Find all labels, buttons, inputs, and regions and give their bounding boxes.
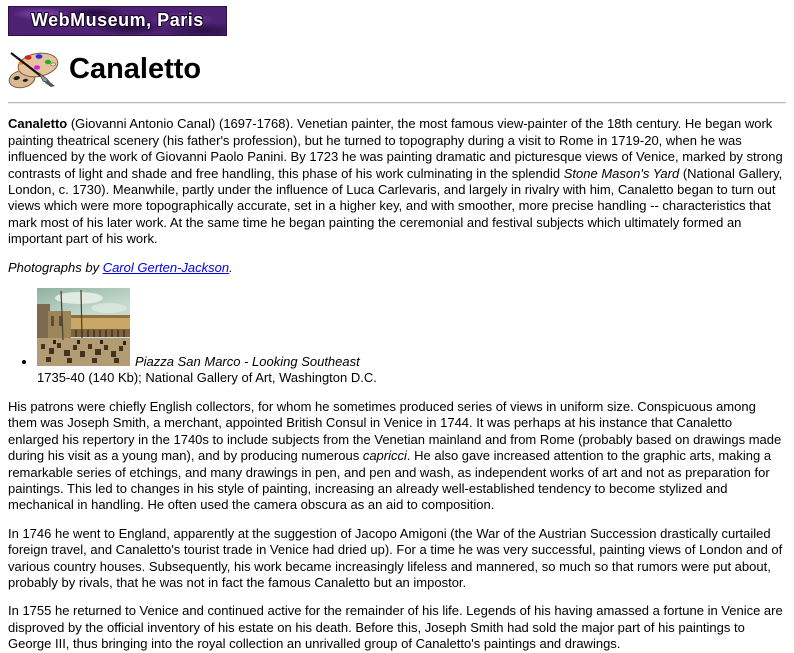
bio-paragraph-1: Canaletto (Giovanni Antonio Canal) (1697-1768). Venetian painter, the most famous view-painter of the 18th century. He began work painting theatrical scenery (his father's profession), but he turned to topography during a visit to Rome in 1719-20, when he was influenced by the work of Giovanni Paolo Panini. By 1723 he was painting dramatic and picturesque views of Venice, marked by strong contrasts of light and shade and free handling, this phase of his work culminating in the splendid Stone Mason's Yard (National Gallery, London, c. 1730). Meanwhile, partly under the influence of Luca Carlevaris, and largely in rivalry with him, Canaletto began to turn out views which were more topographically accurate, set in a higher key, and with smoother, more precise handling -- characteristics that mark most of his later work. At the same time he began painting the ceremonial and festival subjects which ultimately formed an important part of his work.	[8, 116, 783, 247]
banner-title: WebMuseum, Paris	[31, 10, 204, 30]
artwork-item	[37, 288, 786, 387]
page-header	[8, 50, 786, 90]
bio-paragraph-2: His patrons were chiefly English collectors, for whom he sometimes produced series of views in uniform size. Conspicuous among them was Joseph Smith, a merchant, appointed British Consul in Venice in 1744. It was perhaps at his instance that Canaletto enlarged his repertory in the 1740s to include subjects from the Venetian mainland and from Rome (probably based on drawings made during his visit as a young man), and by producing numerous capricci. He also gave increased attention to the graphic arts, making a remarkable series of etchings, and many drawings in pen, and pen and wash, as independent works of art and not as preparation for paintings. This led to changes in his style of painting, increasing an already well-established tendency to become stylized and mechanical in handling. He often used the camera obscura as an aid to composition.	[8, 398, 782, 513]
webmuseum-banner[interactable]	[8, 6, 227, 36]
artwork-list	[8, 288, 786, 387]
page-title: Canaletto	[69, 53, 202, 86]
photographer-link[interactable]: Carol Gerten-Jackson	[102, 259, 230, 275]
bio-paragraph-4: In 1755 he returned to Venice and continued active for the remainder of his life. Legends of his having amassed a fortune in Venice are disproved by the official inventory of his estate on his death. Before this, Joseph Smith had sold the major part of his paintings to George III, thus bringing into the royal collection an unrivalled group of Canaletto's paintings and drawings.	[8, 603, 783, 652]
palette-icon	[8, 50, 60, 90]
artwork-title: Piazza San Marco - Looking Southeast	[135, 354, 360, 370]
painting-thumbnail[interactable]	[37, 288, 130, 366]
bio-paragraph-3: In 1746 he went to England, apparently at the suggestion of Jacopo Amigoni (the War of the Austrian Succession drastically curtailed foreign travel, and Canaletto's tourist trade in Venice had dried up). For a time he was very successful, painting views of London and of various country houses. Subsequently, his work became increasingly lifeless and mannered, so much so that rumors were put about, probably by rivals, that he was not in fact the famous Canaletto but an impostor.	[8, 525, 783, 590]
photo-credit-prefix: Photographs by	[8, 259, 103, 275]
photo-credit	[8, 260, 786, 276]
artwork-details: 1735-40 (140 Kb); National Gallery of Art, Washington D.C.	[37, 370, 377, 386]
photo-credit-suffix: .	[229, 259, 233, 275]
divider	[8, 102, 786, 104]
